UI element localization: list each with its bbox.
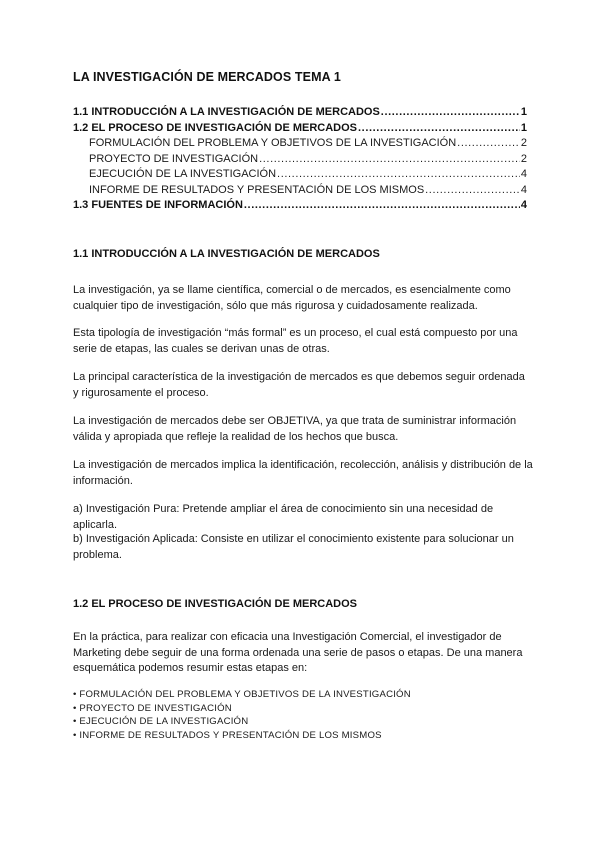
toc-dot-leader xyxy=(457,136,520,152)
document-title: LA INVESTIGACIÓN DE MERCADOS TEMA 1 xyxy=(73,70,341,84)
paragraph: La investigación de mercados debe ser OBJETIVA, ya que trata de suministrar información válida y apropiada que refleje la realidad de los hechos que busca. xyxy=(73,415,517,443)
toc-entry-label: 1.2 EL PROCESO DE INVESTIGACIÓN DE MERCADOS xyxy=(73,121,358,134)
list-item: • PROYECTO DE INVESTIGACIÓN xyxy=(73,702,232,714)
toc-entry-label: INFORME DE RESULTADOS Y PRESENTACIÓN DE LOS MISMOS xyxy=(89,183,425,196)
stages-list xyxy=(73,688,411,742)
toc-entry-project[interactable] xyxy=(73,152,527,168)
toc-dot-leader xyxy=(358,121,520,137)
toc-entry-page: 4 xyxy=(520,183,527,196)
list-item: • EJECUCIÓN DE LA INVESTIGACIÓN xyxy=(73,716,249,727)
toc-entry-sources[interactable] xyxy=(73,198,527,214)
section-heading-intro: 1.1 INTRODUCCIÓN A LA INVESTIGACIÓN DE MERCADOS xyxy=(73,248,380,260)
paragraph: En la práctica, para realizar con eficacia una Investigación Comercial, el investigador de Marketing debe seguir de una forma ordenada una serie de pasos o etapas. De una manera esquemática podemos resumir estas etapas en: xyxy=(73,631,523,674)
toc-entry-formulation[interactable] xyxy=(73,136,527,152)
toc-dot-leader xyxy=(425,183,520,199)
toc-entry-label: 1.1 INTRODUCCIÓN A LA INVESTIGACIÓN DE MERCADOS xyxy=(73,106,380,118)
toc-entry-label: FORMULACIÓN DEL PROBLEMA Y OBJETIVOS DE LA INVESTIGACIÓN xyxy=(89,137,457,149)
toc-entry-page: 4 xyxy=(520,168,527,180)
toc-entry-page: 1 xyxy=(520,121,527,134)
paragraph: La investigación, ya se llame científica, comercial o de mercados, es esencialmente como cualquier tipo de investigación, sólo que más rigurosa y cuidadosamente realizada. xyxy=(73,284,511,312)
toc-entry-execution[interactable] xyxy=(73,167,527,183)
paragraph: La principal característica de la investigación de mercados es que debemos seguir ordenada y rigurosamente el proceso. xyxy=(73,371,525,399)
toc-entry-page: 4 xyxy=(520,199,527,211)
section-heading-process: 1.2 EL PROCESO DE INVESTIGACIÓN DE MERCADOS xyxy=(73,598,358,610)
toc-entry-intro[interactable] xyxy=(73,105,527,121)
toc-entry-page: 2 xyxy=(520,137,527,149)
table-of-contents xyxy=(73,105,527,214)
paragraph: La investigación de mercados implica la identificación, recolección, análisis y distribución de la información. xyxy=(73,459,533,487)
toc-entry-process[interactable] xyxy=(73,121,527,137)
list-item: • INFORME DE RESULTADOS Y PRESENTACIÓN DE LOS MISMOS xyxy=(73,729,382,741)
toc-dot-leader xyxy=(277,167,520,183)
toc-entry-report[interactable] xyxy=(73,183,527,199)
toc-entry-page: 2 xyxy=(520,152,527,165)
list-item: • FORMULACIÓN DEL PROBLEMA Y OBJETIVOS DE LA INVESTIGACIÓN xyxy=(73,689,411,700)
toc-dot-leader xyxy=(244,198,520,214)
research-type-applied: b) Investigación Aplicada: Consiste en utilizar el conocimiento existente para solucionar un problema. xyxy=(73,533,514,561)
research-type-pure: a) Investigación Pura: Pretende ampliar el área de conocimiento sin una necesidad de aplicarla. xyxy=(73,503,494,531)
paragraph: Esta tipología de investigación “más formal” es un proceso, el cual está compuesto por una serie de etapas, las cuales se derivan unas de otras. xyxy=(73,327,518,355)
toc-entry-label: PROYECTO DE INVESTIGACIÓN xyxy=(89,152,259,165)
toc-entry-label: 1.3 FUENTES DE INFORMACIÓN xyxy=(73,199,243,211)
toc-entry-label: EJECUCIÓN DE LA INVESTIGACIÓN xyxy=(89,168,277,180)
toc-entry-page: 1 xyxy=(520,106,527,118)
toc-dot-leader xyxy=(381,105,520,121)
toc-dot-leader xyxy=(259,152,520,168)
